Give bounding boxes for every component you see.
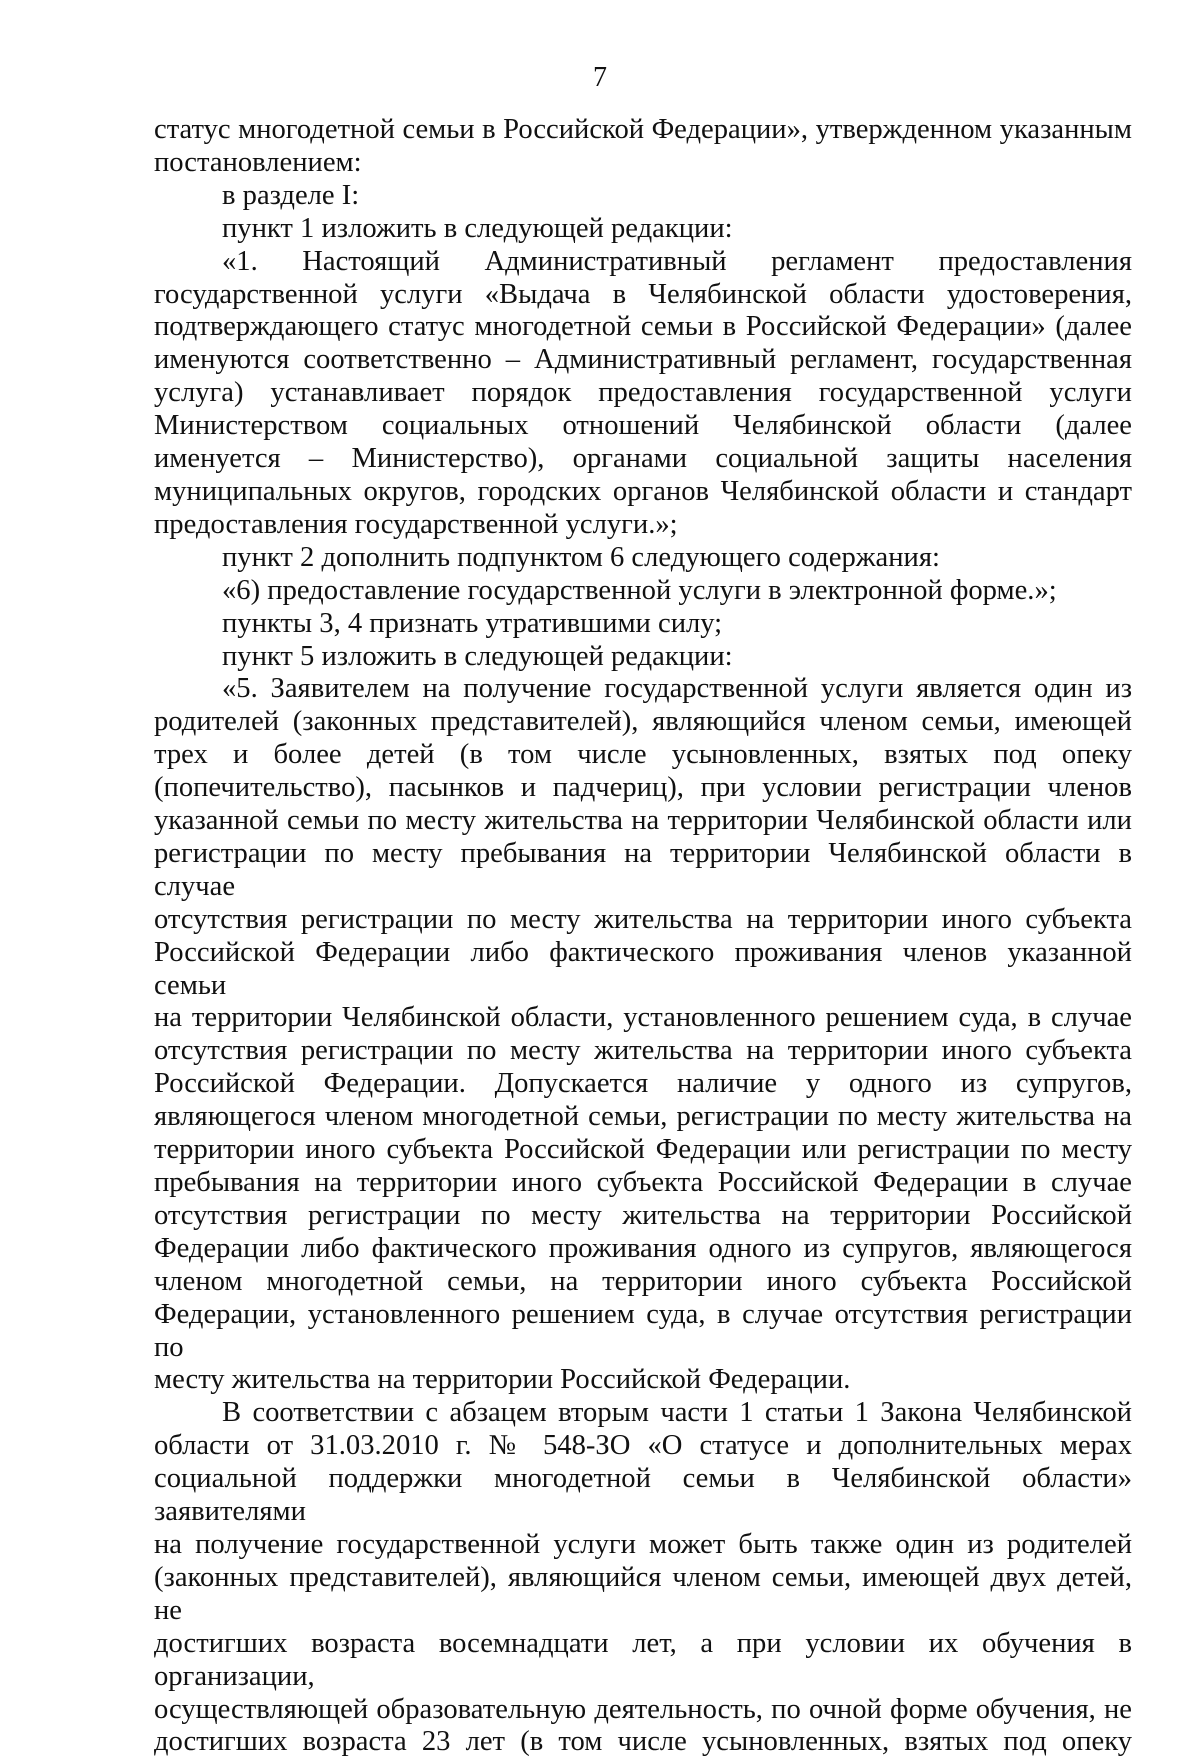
- text-line: пункт 2 дополнить подпунктом 6 следующего содержания:: [222, 541, 940, 573]
- text-line: именуются соответственно – Административный регламент, государственная: [154, 344, 1132, 376]
- page-number: 7: [593, 62, 607, 93]
- text-line: в разделе I:: [222, 179, 360, 211]
- text-line: государственной услуги «Выдача в Челябинской области удостоверения,: [154, 278, 1132, 310]
- text-line: Российской Федерации. Допускается наличие у одного из супругов,: [154, 1068, 1132, 1100]
- text-line: области от 31.03.2010 г. № 548-ЗО «О статусе и дополнительных мерах: [154, 1430, 1132, 1462]
- text-line: пункт 1 изложить в следующей редакции:: [222, 212, 733, 244]
- document-body: [154, 114, 1132, 1759]
- text-line: пункты 3, 4 признать утратившими силу;: [222, 607, 723, 639]
- text-line: «5. Заявителем на получение государственной услуги является один из: [222, 673, 1132, 705]
- text-line: услуга) устанавливает порядок предоставления государственной услуги: [154, 377, 1132, 409]
- text-line: постановлением:: [154, 146, 362, 178]
- paragraph: [154, 246, 1132, 542]
- paragraph: [154, 213, 1132, 246]
- text-line: Федерации либо фактического проживания одного из супругов, являющегося: [154, 1232, 1132, 1264]
- text-line: отсутствия регистрации по месту жительства на территории иного субъекта: [154, 1035, 1132, 1067]
- text-line: Федерации, установленного решением суда, в случае отсутствия регистрации по: [154, 1298, 1132, 1363]
- paragraph: [154, 608, 1132, 641]
- text-line: являющегося членом многодетной семьи, регистрации по месту жительства на: [154, 1101, 1132, 1133]
- text-line: именуется – Министерство), органами социальной защиты населения: [154, 443, 1132, 475]
- text-line: регистрации по месту пребывания на территории Челябинской области в случае: [154, 837, 1132, 902]
- text-line: трех и более детей (в том числе усыновленных, взятых под опеку: [154, 739, 1132, 771]
- text-line: подтверждающего статус многодетной семьи в Российской Федерации» (далее: [154, 311, 1132, 343]
- text-line: «6) предоставление государственной услуги в электронной форме.»;: [222, 574, 1057, 606]
- text-line: муниципальных округов, городских органов Челябинской области и стандарт: [154, 475, 1132, 507]
- text-line: указанной семьи по месту жительства на территории Челябинской области или: [154, 805, 1132, 837]
- text-line: членом многодетной семьи, на территории иного субъекта Российской: [154, 1265, 1132, 1297]
- text-line: Министерством социальных отношений Челябинской области (далее: [154, 410, 1132, 442]
- text-line: осуществляющей образовательную деятельность, по очной форме обучения, не: [154, 1693, 1132, 1725]
- text-line: (законных представителей), являющийся членом семьи, имеющей двух детей, не: [154, 1561, 1132, 1626]
- text-line: достигших возраста 23 лет (в том числе усыновленных, взятых под опеку: [154, 1726, 1132, 1758]
- text-line: родителей (законных представителей), являющийся членом семьи, имеющей: [154, 706, 1132, 738]
- text-line: на территории Челябинской области, установленного решением суда, в случае: [154, 1002, 1132, 1034]
- text-line: статус многодетной семьи в Российской Федерации», утвержденном указанным: [154, 114, 1132, 145]
- paragraph: [154, 641, 1132, 674]
- text-line: предоставления государственной услуги.»;: [154, 508, 678, 540]
- text-line: пункт 5 изложить в следующей редакции:: [222, 640, 733, 672]
- paragraph: [154, 180, 1132, 213]
- text-line: (попечительство), пасынков и падчериц), при условии регистрации членов: [154, 772, 1132, 804]
- text-line: отсутствия регистрации по месту жительства на территории иного субъекта: [154, 903, 1132, 935]
- text-line: на получение государственной услуги может быть также один из родителей: [154, 1528, 1132, 1560]
- text-line: отсутствия регистрации по месту жительства на территории Российской: [154, 1199, 1132, 1231]
- text-line: «1. Настоящий Административный регламент предоставления: [222, 245, 1132, 277]
- paragraph: [154, 575, 1132, 608]
- paragraph: [154, 1397, 1132, 1759]
- text-line: территории иного субъекта Российской Федерации или регистрации по месту: [154, 1134, 1132, 1166]
- paragraph: [154, 673, 1132, 1397]
- text-line: социальной поддержки многодетной семьи в Челябинской области» заявителями: [154, 1463, 1132, 1528]
- paragraph: [154, 114, 1132, 180]
- text-line: пребывания на территории иного субъекта Российской Федерации в случае: [154, 1167, 1132, 1198]
- text-line: Российской Федерации либо фактического проживания членов указанной семьи: [154, 936, 1132, 1001]
- text-line: месту жительства на территории Российской Федерации.: [154, 1364, 851, 1396]
- paragraph: [154, 542, 1132, 575]
- text-line: достигших возраста восемнадцати лет, а при условии их обучения в организации,: [154, 1627, 1132, 1692]
- text-line: В соответствии с абзацем вторым части 1 статьи 1 Закона Челябинской: [222, 1397, 1132, 1429]
